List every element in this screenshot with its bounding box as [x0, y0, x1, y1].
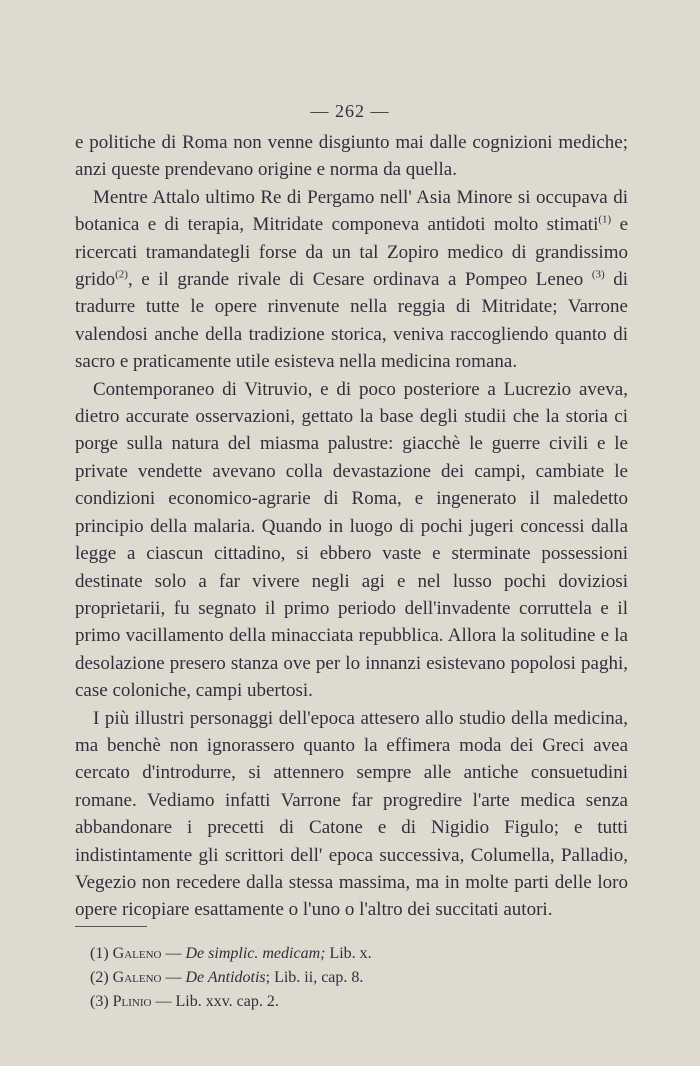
footnote-reference: Lib. x. — [325, 945, 372, 962]
footnote-separator: — — [161, 945, 186, 962]
body-text — [75, 129, 628, 924]
paragraph — [75, 376, 628, 705]
footnote-ref: (3) — [591, 268, 605, 281]
footnote-number: (1) — [90, 945, 109, 962]
paragraph-text: di tradurre tutte le opere rinvenute nella reggia di Mitridate; Varrone valendosi anche della tradizione storica, veniva raccogliendo quanto di sacro e praticamente utile esisteva nella medicina romana. — [75, 269, 628, 373]
footnote-author: Plinio — [112, 993, 152, 1010]
footnote-reference: ; Lib. ii, cap. 8. — [265, 969, 364, 986]
footnote-number: (2) — [90, 969, 109, 986]
footnote-separator: — — [151, 993, 176, 1010]
paragraph-text: e politiche di Roma non venne disgiunto mai dalle cognizioni mediche; anzi queste prendevano origine e norma da quella. — [75, 132, 628, 181]
footnote-ref: (1) — [598, 213, 612, 226]
paragraph — [75, 184, 628, 376]
page-number: — 262 — — [310, 101, 390, 121]
footnote-author: Galeno — [112, 969, 162, 986]
footnote-title: De Antidotis — [185, 969, 266, 986]
footnote-separator: — — [161, 969, 186, 986]
paragraph-text: Mentre Attalo ultimo Re di Pergamo nell' Asia Minore si occupava di botanica e di terapia, Mitridate componeva antidoti molto stimati — [75, 186, 628, 236]
footnote-author: Galeno — [112, 945, 162, 962]
paragraph-text: , e il grande rivale di Cesare ordinava a Pompeo Leneo — [127, 269, 592, 291]
paragraph — [75, 705, 628, 924]
paragraph — [75, 129, 628, 184]
footnote — [90, 942, 372, 966]
footnote — [90, 966, 372, 990]
paragraph-text: I più illustri personaggi dell'epoca attesero allo studio della medicina, ma benchè non ignorassero quanto la effimera moda dei Greci avea cercato d'introdurre, si attennero sempre alle antiche consuetudini romane. Vediamo infatti Varrone far progredire l'arte medica senza abbandonare i precetti di Catone e di Nigidio Figulo; e tutti indistintamente gli scrittori dell' epoca successiva, Columella, Palladio, Vegezio non recedere dalla stessa massima, ma in molte parti delle loro opere ricopiare esattamente o l'uno o l'altro dei succitati autori. — [75, 707, 628, 921]
footnote-ref: (2) — [115, 268, 128, 281]
paragraph-text: e ricercati tramandategli forse da un tal Zopiro medico di grandissimo grido — [75, 214, 629, 291]
footnote-title: De simplic. medicam; — [185, 945, 326, 962]
footnote-divider — [75, 926, 147, 927]
footnote — [90, 990, 372, 1014]
footnotes — [90, 942, 372, 1014]
footnote-reference: Lib. xxv. cap. 2. — [175, 993, 279, 1010]
paragraph-text: Contemporaneo di Vitruvio, e di poco posteriore a Lucrezio aveva, dietro accurate osservazioni, gettato la base degli studii che la storia ci porge sulla natura del miasma palustre: giacchè le guerre civili e le private vendette avevano colla devastazione dei campi, cambiate le condizioni economico-agrarie di Roma, e ingenerato il maledetto principio della malaria. Quando in luogo di pochi jugeri concessi dalla legge a ciascun cittadino, si ebbero vaste e sterminate possessioni destinate solo a far vivere negli agi e nel lusso pochi doviziosi proprietarii, fu segnato il primo periodo dell'invadente corruttela e il primo vacillamento della minacciata repubblica. Allora la solitudine e la desolazione presero stanza ove per lo innanzi esistevano popolosi paghi, case coloniche, campi ubertosi. — [75, 378, 628, 702]
footnote-number: (3) — [90, 993, 109, 1010]
